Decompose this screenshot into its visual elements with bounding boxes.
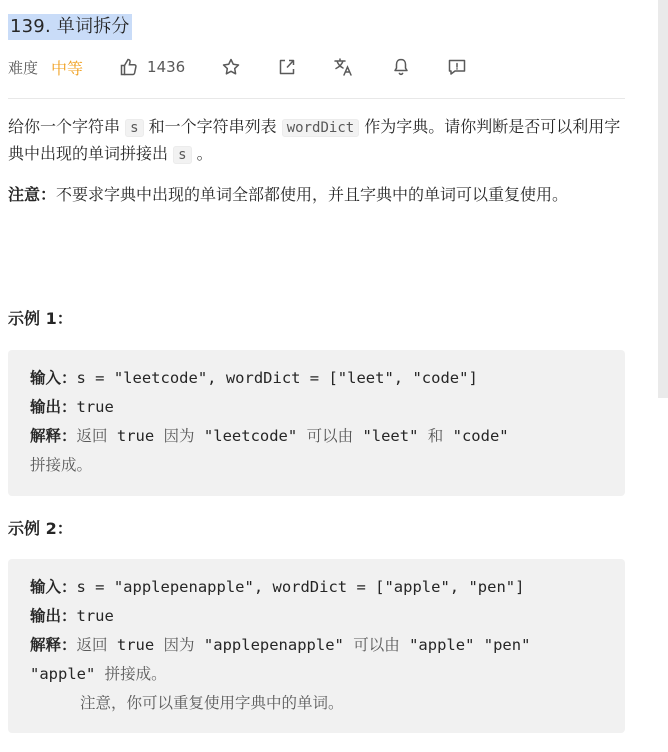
example-2-block — [8, 559, 625, 733]
explain-code: "apple" — [30, 665, 96, 683]
input-label: 输入： — [30, 369, 77, 387]
explain-code: "leet" — [362, 427, 419, 445]
description-paragraph — [8, 114, 625, 168]
inline-code: s — [173, 146, 191, 164]
explain-code: "leetcode" — [203, 427, 298, 445]
bell-icon[interactable] — [391, 57, 411, 77]
example-explain-line — [30, 631, 603, 660]
note-paragraph — [8, 182, 625, 208]
explain-text: 拼接成。 — [30, 456, 93, 474]
problem-title: 139. 单词拆分 — [8, 14, 132, 40]
description-text: 。 — [196, 144, 213, 163]
input-label: 输入： — [30, 578, 77, 596]
divider — [8, 98, 625, 99]
scrollbar[interactable] — [658, 0, 668, 398]
example-note-line — [30, 689, 603, 718]
explain-text: 因为 — [163, 427, 195, 445]
output-value: true — [76, 398, 114, 416]
explain-text: 可以由 — [353, 636, 400, 654]
example-explain-cont — [30, 451, 603, 480]
explain-code: true — [116, 636, 155, 654]
explain-text: 因为 — [163, 636, 195, 654]
example-output-line — [30, 602, 603, 631]
example-input-line — [30, 364, 603, 393]
like-count: 1436 — [147, 58, 186, 76]
example-1-block — [8, 350, 625, 496]
explain-text: 拼接成。 — [104, 665, 167, 683]
inline-code: wordDict — [282, 119, 359, 137]
example-note: 注意，你可以重复使用字典中的单词。 — [80, 694, 344, 712]
star-icon[interactable] — [221, 57, 241, 77]
description-text: 作为字典。请你判断是否可以利用字典中出现的单词拼接出 — [8, 117, 621, 163]
share-icon[interactable] — [277, 57, 297, 77]
translate-icon[interactable] — [333, 57, 355, 77]
example-1-title: 示例 1： — [8, 309, 73, 328]
explain-label: 解释： — [30, 427, 77, 445]
output-label: 输出： — [30, 607, 77, 625]
explain-code: "apple" "pen" — [409, 636, 531, 654]
explain-code: true — [116, 427, 155, 445]
explain-text: 返回 — [76, 636, 108, 654]
thumbs-up-icon[interactable] — [119, 57, 139, 77]
explain-text: 返回 — [76, 427, 108, 445]
title-row — [8, 14, 132, 40]
meta-row — [8, 54, 467, 80]
output-label: 输出： — [30, 398, 77, 416]
description-text: 给你一个字符串 — [8, 117, 121, 136]
input-value: s = "leetcode", wordDict = ["leet", "code"] — [76, 369, 478, 387]
example-explain-cont — [30, 660, 603, 689]
problem-description — [8, 114, 625, 222]
note-label: 注意： — [8, 185, 57, 204]
explain-text: 和 — [427, 427, 444, 445]
note-text: 不要求字典中出现的单词全部都使用，并且字典中的单词可以重复使用。 — [56, 185, 569, 204]
feedback-icon[interactable] — [447, 57, 467, 77]
example-input-line — [30, 573, 603, 602]
explain-label: 解释： — [30, 636, 77, 654]
example-output-line — [30, 393, 603, 422]
explain-code: "code" — [452, 427, 509, 445]
inline-code: s — [125, 119, 143, 137]
explain-code: "applepenapple" — [203, 636, 344, 654]
difficulty-badge: 中等 — [51, 58, 84, 78]
difficulty-label: 难度 — [8, 58, 39, 77]
input-value: s = "applepenapple", wordDict = ["apple", "pen"] — [76, 578, 525, 596]
example-explain-line — [30, 422, 603, 451]
example-2-title: 示例 2： — [8, 519, 73, 538]
description-text: 和一个字符串列表 — [148, 117, 277, 136]
explain-text: 可以由 — [306, 427, 354, 445]
output-value: true — [76, 607, 114, 625]
